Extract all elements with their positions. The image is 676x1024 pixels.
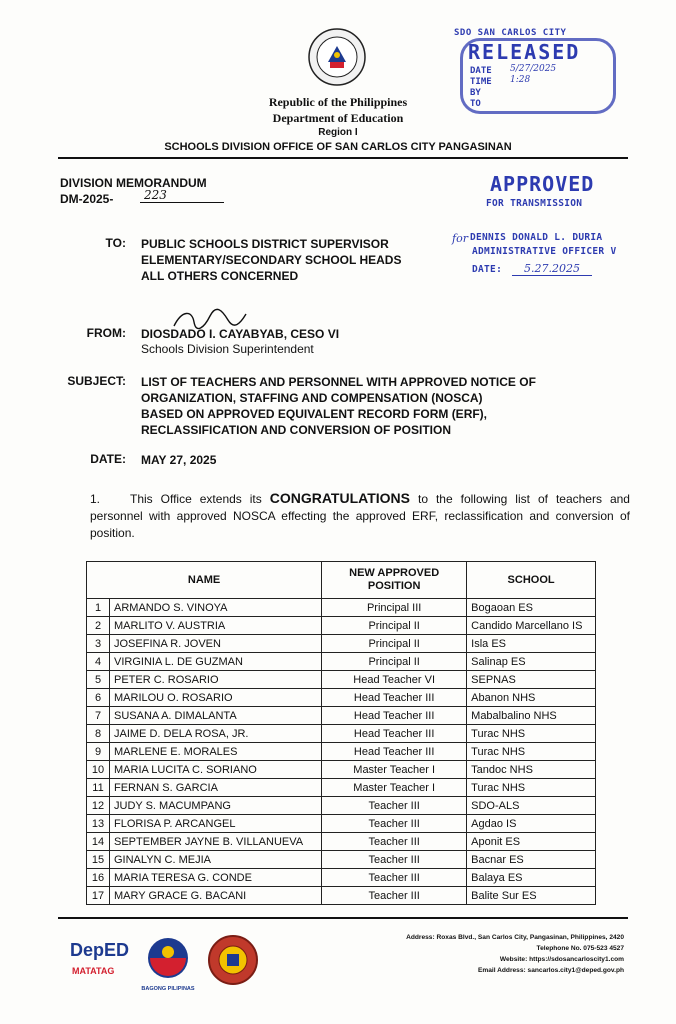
release-time-label: TIME [470, 77, 492, 87]
table-row [87, 725, 596, 743]
row-school: SDO-ALS [467, 797, 596, 815]
row-school: Turac NHS [467, 725, 596, 743]
table-row [87, 851, 596, 869]
row-position: Teacher III [322, 887, 467, 905]
paragraph-text-start: This Office extends its [130, 492, 270, 506]
table-row [87, 815, 596, 833]
from-name: DIOSDADO I. CAYABYAB, CESO VI [141, 327, 340, 341]
row-school: Bogaoan ES [467, 599, 596, 617]
col-header-position: NEW APPROVED POSITION [322, 562, 467, 599]
to-line: ELEMENTARY/SECONDARY SCHOOL HEADS [141, 253, 402, 267]
row-position: Head Teacher III [322, 725, 467, 743]
row-name: VIRGINIA L. DE GUZMAN [110, 653, 322, 671]
col-header-school: SCHOOL [467, 562, 596, 599]
approved-title: APPROVED [490, 172, 595, 196]
approved-date-label: DATE: [472, 264, 503, 275]
memo-number-value: 223 [140, 188, 224, 203]
row-position: Head Teacher III [322, 707, 467, 725]
release-to-label: TO [470, 99, 481, 109]
release-stamp-title: RELEASED [468, 40, 581, 64]
approved-stamp [452, 172, 620, 282]
footer-address-block [336, 932, 624, 976]
to-line: PUBLIC SCHOOLS DISTRICT SUPERVISOR [141, 237, 389, 251]
table-row [87, 635, 596, 653]
table-row [87, 689, 596, 707]
approved-for-mark: for [452, 232, 468, 245]
row-number: 9 [87, 743, 110, 761]
table-row [87, 869, 596, 887]
personnel-table [86, 561, 596, 905]
row-number: 6 [87, 689, 110, 707]
table-row [87, 887, 596, 905]
date-label: DATE: [90, 452, 126, 466]
row-number: 12 [87, 797, 110, 815]
table-row [87, 671, 596, 689]
row-position: Principal III [322, 599, 467, 617]
subject-line: BASED ON APPROVED EQUIVALENT RECORD FORM (ERF), [141, 407, 488, 421]
table-row [87, 707, 596, 725]
from-label: FROM: [86, 326, 126, 340]
table-row [87, 833, 596, 851]
row-position: Teacher III [322, 815, 467, 833]
paragraph-emphasis: CONGRATULATIONS [269, 490, 410, 506]
row-school: Tandoc NHS [467, 761, 596, 779]
row-position: Head Teacher III [322, 743, 467, 761]
row-school: Balaya ES [467, 869, 596, 887]
row-school: SEPNAS [467, 671, 596, 689]
row-position: Teacher III [322, 833, 467, 851]
footer-telephone: Telephone No. 075-523 4527 [536, 945, 624, 952]
footer-address: Address: Roxas Blvd., San Carlos City, Pangasinan, Philippines, 2420 [406, 934, 624, 941]
row-position: Principal II [322, 635, 467, 653]
row-number: 2 [87, 617, 110, 635]
row-name: MARLITO V. AUSTRIA [110, 617, 322, 635]
footer-website[interactable]: Website: https://sdosancarloscity1.com [499, 956, 624, 963]
memo-number-prefix: DM-2025- [60, 192, 114, 206]
row-number: 8 [87, 725, 110, 743]
row-position: Head Teacher VI [322, 671, 467, 689]
row-name: SUSANA A. DIMALANTA [110, 707, 322, 725]
row-number: 7 [87, 707, 110, 725]
row-name: JUDY S. MACUMPANG [110, 797, 322, 815]
row-school: Turac NHS [467, 779, 596, 797]
row-number: 11 [87, 779, 110, 797]
row-position: Master Teacher I [322, 779, 467, 797]
row-name: MARLENE E. MORALES [110, 743, 322, 761]
row-number: 3 [87, 635, 110, 653]
deped-logo-text: DepED [70, 940, 130, 960]
row-position: Principal II [322, 653, 467, 671]
to-recipients [141, 236, 401, 284]
row-number: 14 [87, 833, 110, 851]
memo-title: DIVISION MEMORANDUM [60, 176, 207, 190]
to-label: TO: [105, 236, 126, 250]
row-name: MARY GRACE G. BACANI [110, 887, 322, 905]
row-position: Teacher III [322, 797, 467, 815]
footer-email[interactable]: Email Address: sancarlos.city1@deped.gov.ph [477, 967, 624, 974]
table-row [87, 653, 596, 671]
row-school: Agdao IS [467, 815, 596, 833]
row-number: 4 [87, 653, 110, 671]
row-school: Aponit ES [467, 833, 596, 851]
row-number: 10 [87, 761, 110, 779]
row-school: Salinap ES [467, 653, 596, 671]
row-name: SEPTEMBER JAYNE B. VILLANUEVA [110, 833, 322, 851]
bagong-pilipinas-text: BAGONG PILIPINAS [141, 986, 195, 992]
row-name: GINALYN C. MEJIA [110, 851, 322, 869]
row-name: MARIA TERESA G. CONDE [110, 869, 322, 887]
table-row [87, 743, 596, 761]
released-stamp [450, 28, 618, 110]
row-number: 5 [87, 671, 110, 689]
footer-logos [68, 932, 263, 994]
row-name: JOSEFINA R. JOVEN [110, 635, 322, 653]
row-number: 15 [87, 851, 110, 869]
row-name: FLORISA P. ARCANGEL [110, 815, 322, 833]
col-header-name: NAME [87, 562, 322, 599]
release-date-label: DATE [470, 66, 492, 76]
row-number: 17 [87, 887, 110, 905]
row-name: MARIA LUCITA C. SORIANO [110, 761, 322, 779]
bagong-pilipinas-logo [141, 938, 195, 992]
table-row [87, 599, 596, 617]
table-row [87, 761, 596, 779]
row-position: Head Teacher III [322, 689, 467, 707]
row-school: Isla ES [467, 635, 596, 653]
header-office: SCHOOLS DIVISION OFFICE OF SAN CARLOS CITY PANGASINAN [164, 141, 512, 153]
sdo-division-seal [209, 936, 257, 984]
date-value: MAY 27, 2025 [141, 453, 217, 467]
row-name: FERNAN S. GARCIA [110, 779, 322, 797]
subject-label: SUBJECT: [67, 374, 126, 388]
row-name: MARILOU O. ROSARIO [110, 689, 322, 707]
subject-line: LIST OF TEACHERS AND PERSONNEL WITH APPROVED NOTICE OF [141, 375, 536, 389]
header-department: Department of Education [272, 111, 404, 125]
paragraph-number: 1. [90, 492, 101, 506]
row-school: Balite Sur ES [467, 887, 596, 905]
subject-text [141, 374, 536, 438]
subject-line: RECLASSIFICATION AND CONVERSION OF POSITION [141, 423, 452, 437]
deped-matatag-logo [70, 940, 129, 976]
header-republic: Republic of the Philippines [268, 95, 408, 109]
footer-rule [58, 917, 628, 919]
row-position: Principal II [322, 617, 467, 635]
row-number: 16 [87, 869, 110, 887]
deped-seal-logo [308, 28, 366, 86]
to-line: ALL OTHERS CONCERNED [141, 269, 299, 283]
matatag-logo-text: MATATAG [72, 966, 115, 976]
paragraph-text-end: to the following list of teachers and personnel with approved NOSCA effecting the approved ERF, reclassification and conversion of position. [90, 492, 630, 540]
row-name: JAIME D. DELA ROSA, JR. [110, 725, 322, 743]
row-position: Teacher III [322, 851, 467, 869]
header-region: Region I [318, 127, 358, 138]
row-school: Turac NHS [467, 743, 596, 761]
table-row [87, 797, 596, 815]
row-name: ARMANDO S. VINOYA [110, 599, 322, 617]
row-position: Master Teacher I [322, 761, 467, 779]
row-school: Abanon NHS [467, 689, 596, 707]
release-by-label: BY [470, 88, 481, 98]
row-school: Candido Marcellano IS [467, 617, 596, 635]
approved-officer-title: ADMINISTRATIVE OFFICER V [472, 246, 617, 257]
release-time-value: 1:28 [510, 75, 531, 85]
table-row [87, 779, 596, 797]
table-row [87, 617, 596, 635]
subject-line: ORGANIZATION, STAFFING AND COMPENSATION (NOSCA) [141, 391, 483, 405]
header-rule [58, 157, 628, 159]
table-header-row [87, 562, 596, 599]
row-name: PETER C. ROSARIO [110, 671, 322, 689]
approved-date-value: 5.27.2025 [512, 262, 592, 276]
row-number: 1 [87, 599, 110, 617]
approved-officer-name: DENNIS DONALD L. DURIA [470, 232, 603, 243]
release-date-value: 5/27/2025 [510, 64, 557, 74]
paragraph-1 [90, 490, 630, 542]
from-title: Schools Division Superintendent [141, 342, 314, 356]
row-position: Teacher III [322, 869, 467, 887]
table-body [87, 599, 596, 905]
row-number: 13 [87, 815, 110, 833]
release-stamp-office: SDO SAN CARLOS CITY [454, 28, 567, 38]
row-school: Mabalbalino NHS [467, 707, 596, 725]
approved-subtitle: FOR TRANSMISSION [486, 198, 583, 209]
row-school: Bacnar ES [467, 851, 596, 869]
